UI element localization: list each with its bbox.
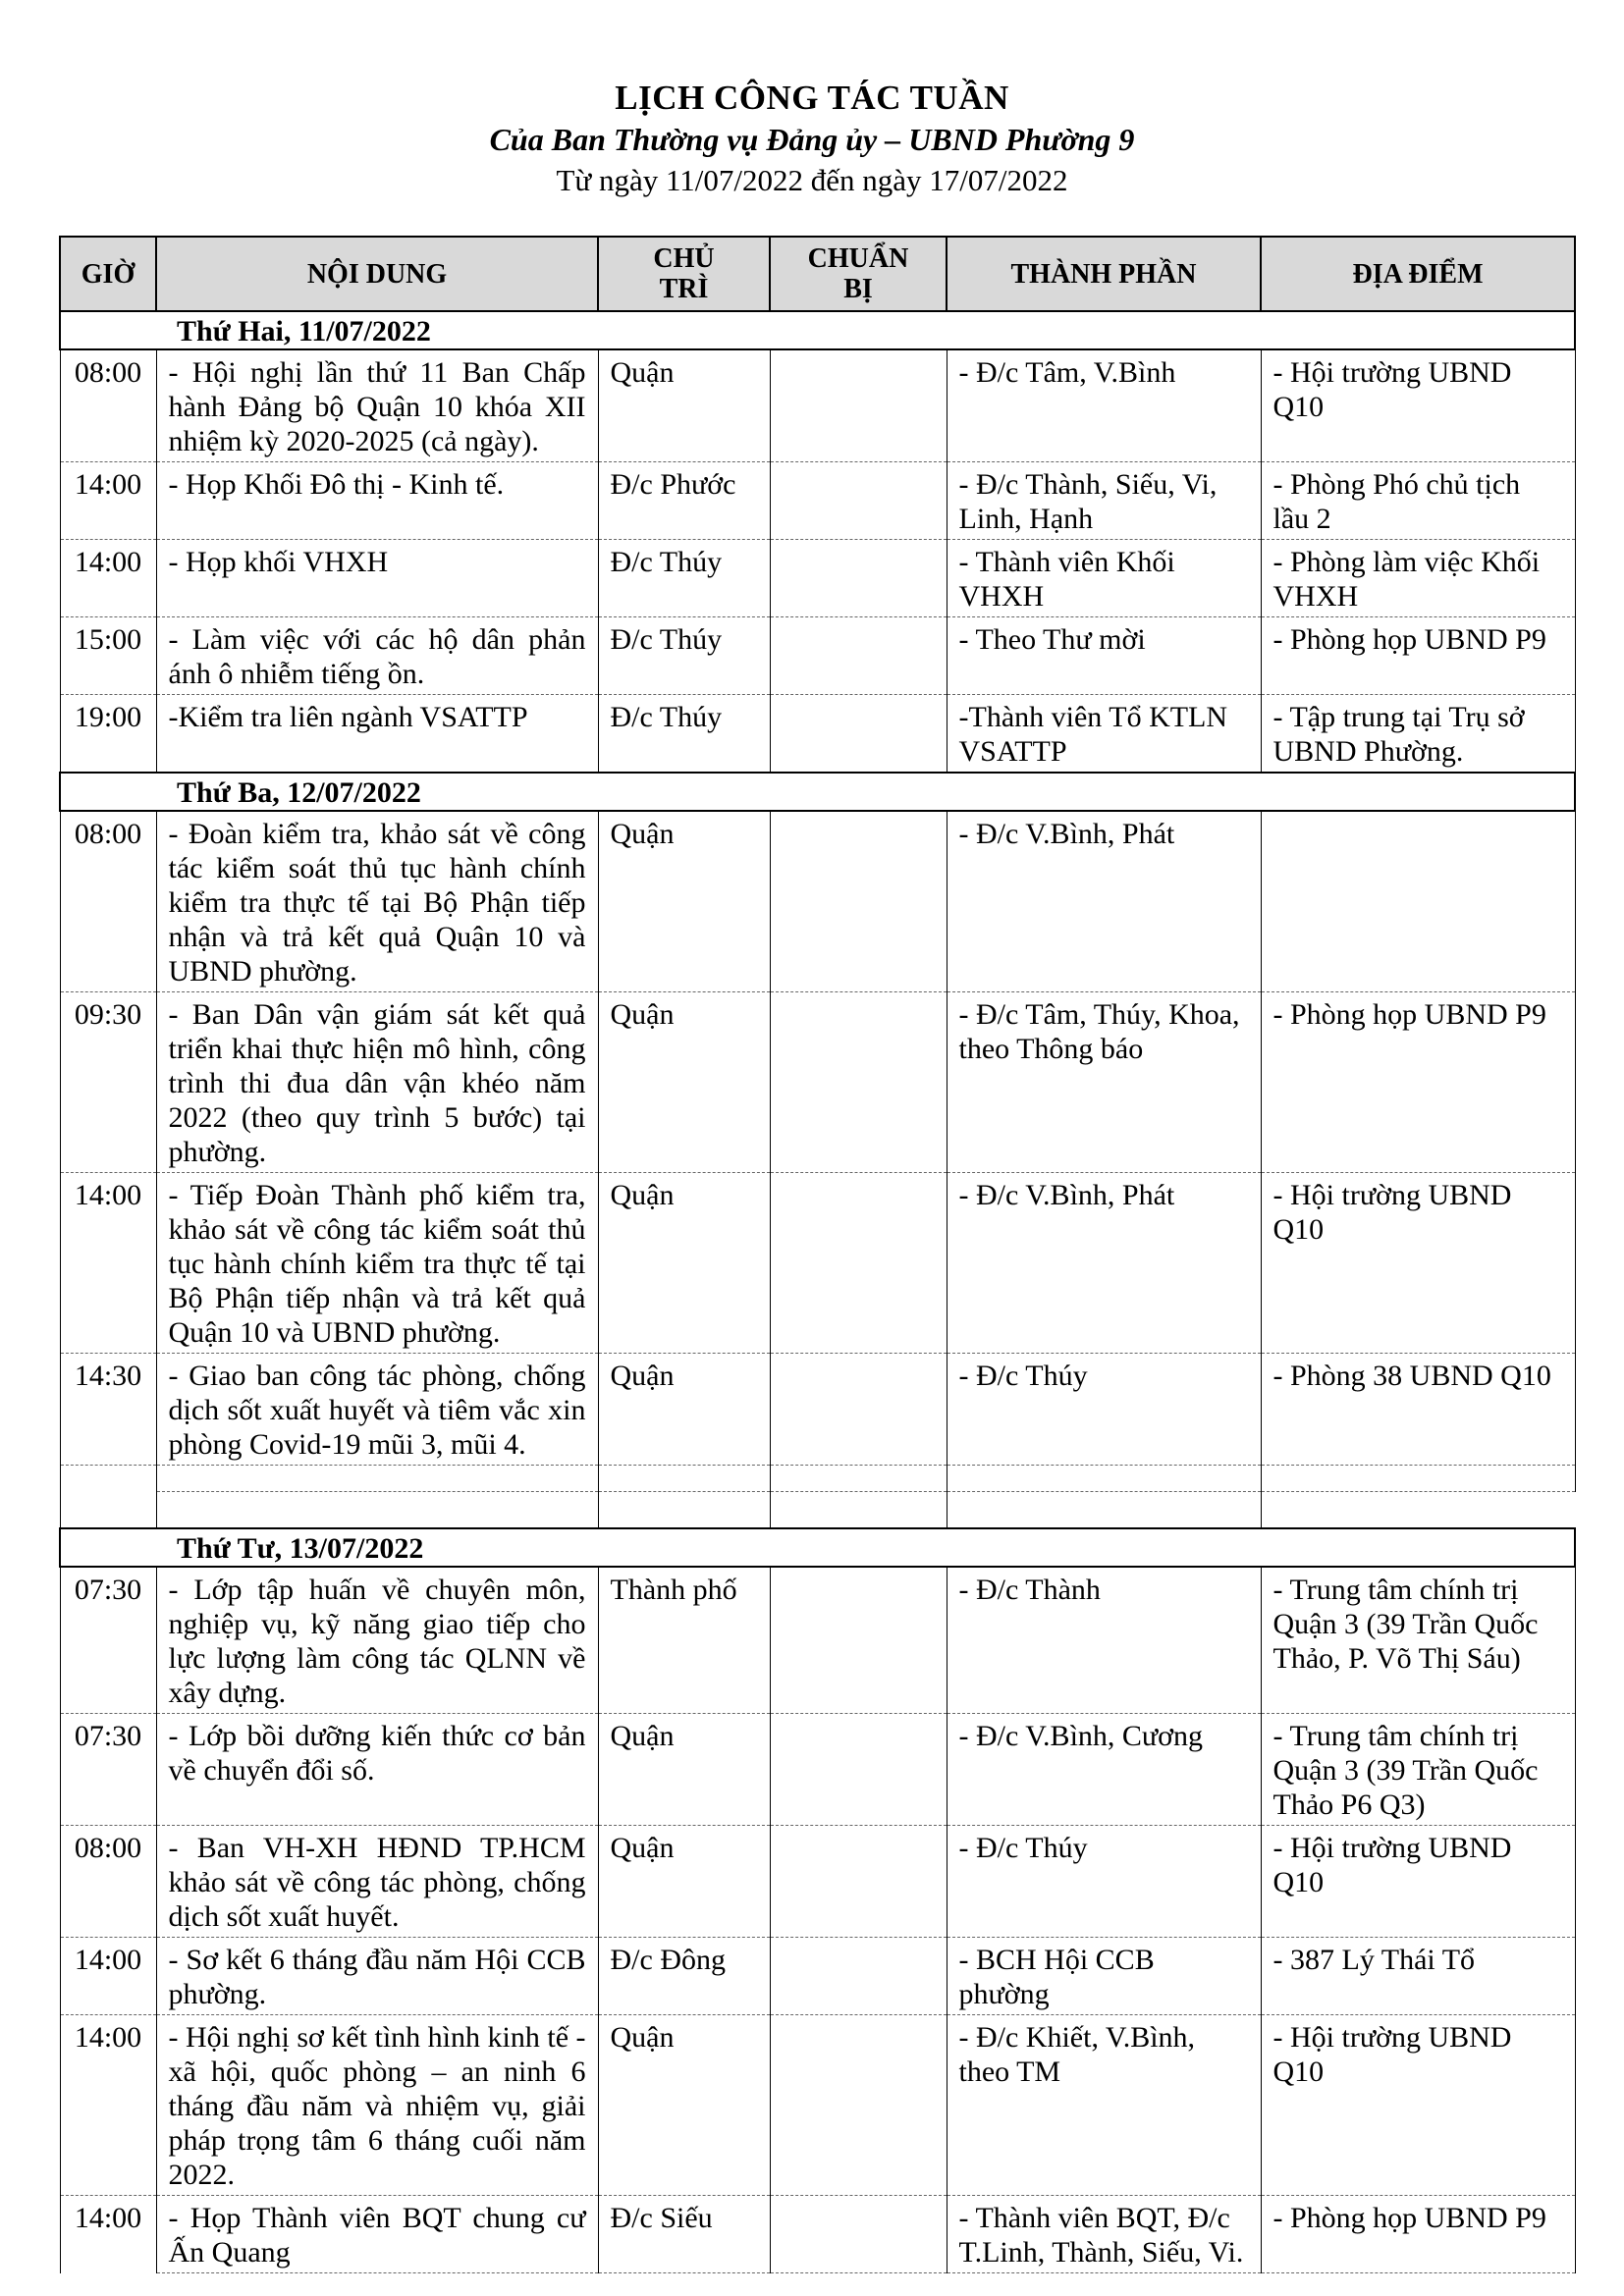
cell-time: 08:00	[60, 811, 156, 992]
day-gap	[60, 1492, 1575, 1529]
gap-cell	[770, 1492, 947, 1529]
cell-chair: Quận	[598, 1173, 770, 1354]
column-header-location: ĐỊA ĐIỂM	[1261, 237, 1575, 311]
spacer-cell	[770, 1466, 947, 1492]
cell-participants: - Đ/c Thúy	[947, 1826, 1261, 1938]
cell-preparation	[770, 2196, 947, 2273]
cell-participants: - Đ/c Khiết, V.Bình, theo TM	[947, 2015, 1261, 2196]
table-row	[60, 1714, 1575, 1826]
cell-content: - Lớp tập huấn về chuyên môn, nghiệp vụ, kỹ năng giao tiếp cho lực lượng làm công tác QLNN về xây dựng.	[156, 1567, 598, 1714]
cell-preparation	[770, 349, 947, 462]
cell-time: 14:00	[60, 2015, 156, 2196]
cell-participants: - Đ/c Tâm, Thúy, Khoa, theo Thông báo	[947, 992, 1261, 1173]
cell-location: - Trung tâm chính trị Quận 3 (39 Trần Quốc Thảo, P. Võ Thị Sáu)	[1261, 1567, 1575, 1714]
cell-content: - Tiếp Đoàn Thành phố kiểm tra, khảo sát về công tác kiểm soát thủ tục hành chính kiểm tra thực tế tại Bộ Phận tiếp nhận và trả kết quả Quận 10 và UBND phường.	[156, 1173, 598, 1354]
table-row	[60, 695, 1575, 774]
column-header-preparation: CHUẨN BỊ	[770, 237, 947, 311]
gap-cell	[60, 1492, 156, 1529]
cell-participants: - Thành viên BQT, Đ/c T.Linh, Thành, Siếu, Vi.	[947, 2196, 1261, 2273]
spacer-cell	[60, 1466, 156, 1492]
date-range: Từ ngày 11/07/2022 đến ngày 17/07/2022	[556, 163, 1068, 197]
table-row	[60, 2196, 1575, 2273]
table-row	[60, 349, 1575, 462]
cell-participants: - Đ/c V.Bình, Cương	[947, 1714, 1261, 1826]
cell-location: - Hội trường UBND Q10	[1261, 1173, 1575, 1354]
cell-location: - Phòng 38 UBND Q10	[1261, 1354, 1575, 1466]
cell-participants: - Đ/c Thành	[947, 1567, 1261, 1714]
cell-chair: Quận	[598, 992, 770, 1173]
cell-time: 08:00	[60, 349, 156, 462]
cell-time: 15:00	[60, 617, 156, 695]
table-row	[60, 1354, 1575, 1466]
cell-location: - Trung tâm chính trị Quận 3 (39 Trần Quốc Thảo P6 Q3)	[1261, 1714, 1575, 1826]
cell-content: - Hội nghị sơ kết tình hình kinh tế - xã hội, quốc phòng – an ninh 6 tháng đầu năm và nhiệm vụ, giải pháp trọng tâm 6 tháng cuối năm 2022.	[156, 2015, 598, 2196]
cell-preparation	[770, 1714, 947, 1826]
cell-chair: Quận	[598, 1354, 770, 1466]
table-row	[60, 1826, 1575, 1938]
cell-content: - Họp Thành viên BQT chung cư Ấn Quang	[156, 2196, 598, 2273]
cell-location: - Tập trung tại Trụ sở UBND Phường.	[1261, 695, 1575, 774]
cell-preparation	[770, 540, 947, 617]
cell-content: - Đoàn kiểm tra, khảo sát về công tác kiểm soát thủ tục hành chính kiểm tra thực tế tại Bộ Phận tiếp nhận và trả kết quả Quận 10 và UBND phường.	[156, 811, 598, 992]
spacer-cell	[1261, 1466, 1575, 1492]
table-row	[60, 811, 1575, 992]
cell-chair: Quận	[598, 1714, 770, 1826]
cell-time: 14:00	[60, 2196, 156, 2273]
cell-participants: - Đ/c Thúy	[947, 1354, 1261, 1466]
spacer-row	[60, 1466, 1575, 1492]
day-row	[60, 1528, 1575, 1567]
column-header-participants: THÀNH PHẦN	[947, 237, 1261, 311]
schedule-body	[60, 311, 1575, 2273]
table-row	[60, 992, 1575, 1173]
cell-participants: - Theo Thư mời	[947, 617, 1261, 695]
table-row	[60, 462, 1575, 540]
cell-chair: Thành phố	[598, 1567, 770, 1714]
cell-chair: Đ/c Siếu	[598, 2196, 770, 2273]
day-row	[60, 773, 1575, 811]
cell-preparation	[770, 695, 947, 774]
cell-content: - Hội nghị lần thứ 11 Ban Chấp hành Đảng bộ Quận 10 khóa XII nhiệm kỳ 2020-2025 (cả ngày).	[156, 349, 598, 462]
schedule-table	[59, 236, 1576, 2273]
cell-chair: Đ/c Thúy	[598, 617, 770, 695]
cell-content: - Sơ kết 6 tháng đầu năm Hội CCB phường.	[156, 1938, 598, 2015]
cell-location: - Phòng làm việc Khối VHXH	[1261, 540, 1575, 617]
cell-participants: - Đ/c Tâm, V.Bình	[947, 349, 1261, 462]
cell-preparation	[770, 1938, 947, 2015]
cell-location: - Phòng họp UBND P9	[1261, 617, 1575, 695]
cell-content: -Kiểm tra liên ngành VSATTP	[156, 695, 598, 774]
column-header-content: NỘI DUNG	[156, 237, 598, 311]
cell-location: - Hội trường UBND Q10	[1261, 2015, 1575, 2196]
cell-participants: -Thành viên Tổ KTLN VSATTP	[947, 695, 1261, 774]
cell-time: 08:00	[60, 1826, 156, 1938]
cell-participants: - Đ/c V.Bình, Phát	[947, 1173, 1261, 1354]
document-subtitle: Của Ban Thường vụ Đảng ủy – UBND Phường 9	[489, 122, 1135, 157]
table-header-row	[60, 237, 1575, 311]
cell-preparation	[770, 462, 947, 540]
cell-content: - Làm việc với các hộ dân phản ánh ô nhiễm tiếng ồn.	[156, 617, 598, 695]
column-header-time: GIỜ	[60, 237, 156, 311]
cell-content: - Lớp bồi dưỡng kiến thức cơ bản về chuyển đổi số.	[156, 1714, 598, 1826]
cell-content: - Giao ban công tác phòng, chống dịch sốt xuất huyết và tiêm vắc xin phòng Covid-19 mũi 3, mũi 4.	[156, 1354, 598, 1466]
day-row	[60, 311, 1575, 349]
table-row	[60, 1567, 1575, 1714]
cell-chair: Quận	[598, 2015, 770, 2196]
cell-preparation	[770, 1567, 947, 1714]
cell-preparation	[770, 1826, 947, 1938]
cell-time: 14:00	[60, 462, 156, 540]
table-row	[60, 1938, 1575, 2015]
spacer-cell	[598, 1466, 770, 1492]
gap-cell	[156, 1492, 598, 1529]
table-row	[60, 617, 1575, 695]
cell-time: 07:30	[60, 1714, 156, 1826]
cell-preparation	[770, 811, 947, 992]
cell-participants: - BCH Hội CCB phường	[947, 1938, 1261, 2015]
cell-chair: Quận	[598, 349, 770, 462]
cell-participants: - Đ/c V.Bình, Phát	[947, 811, 1261, 992]
cell-chair: Quận	[598, 811, 770, 992]
cell-time: 14:00	[60, 1173, 156, 1354]
spacer-cell	[156, 1466, 598, 1492]
cell-content: - Ban Dân vận giám sát kết quả triển khai thực hiện mô hình, công trình thi đua dân vận khéo năm 2022 (theo quy trình 5 bước) tại phường.	[156, 992, 598, 1173]
cell-participants: - Thành viên Khối VHXH	[947, 540, 1261, 617]
cell-location: - Hội trường UBND Q10	[1261, 349, 1575, 462]
cell-time: 14:30	[60, 1354, 156, 1466]
document-title: LỊCH CÔNG TÁC TUẦN	[615, 79, 1009, 117]
cell-preparation	[770, 617, 947, 695]
cell-chair: Đ/c Phước	[598, 462, 770, 540]
cell-content: - Họp Khối Đô thị - Kinh tế.	[156, 462, 598, 540]
day-label: Thứ Tư, 13/07/2022	[60, 1528, 1575, 1567]
table-row	[60, 1173, 1575, 1354]
table-row	[60, 540, 1575, 617]
gap-cell	[598, 1492, 770, 1529]
spacer-cell	[947, 1466, 1261, 1492]
cell-time: 19:00	[60, 695, 156, 774]
column-header-chair: CHỦ TRÌ	[598, 237, 770, 311]
cell-time: 07:30	[60, 1567, 156, 1714]
cell-location: - Phòng họp UBND P9	[1261, 992, 1575, 1173]
cell-time: 14:00	[60, 540, 156, 617]
cell-preparation	[770, 992, 947, 1173]
cell-participants: - Đ/c Thành, Siếu, Vi, Linh, Hạnh	[947, 462, 1261, 540]
gap-cell	[1261, 1492, 1575, 1529]
cell-preparation	[770, 1354, 947, 1466]
cell-chair: Đ/c Thúy	[598, 695, 770, 774]
cell-time: 09:30	[60, 992, 156, 1173]
cell-chair: Quận	[598, 1826, 770, 1938]
cell-preparation	[770, 1173, 947, 1354]
cell-content: - Họp khối VHXH	[156, 540, 598, 617]
table-row	[60, 2015, 1575, 2196]
cell-preparation	[770, 2015, 947, 2196]
cell-location: - 387 Lý Thái Tổ	[1261, 1938, 1575, 2015]
cell-chair: Đ/c Thúy	[598, 540, 770, 617]
cell-location: - Phòng họp UBND P9	[1261, 2196, 1575, 2273]
cell-content: - Ban VH-XH HĐND TP.HCM khảo sát về công tác phòng, chống dịch sốt xuất huyết.	[156, 1826, 598, 1938]
day-label: Thứ Ba, 12/07/2022	[60, 773, 1575, 811]
day-label: Thứ Hai, 11/07/2022	[60, 311, 1575, 349]
cell-time: 14:00	[60, 1938, 156, 2015]
cell-chair: Đ/c Đông	[598, 1938, 770, 2015]
cell-location: - Phòng Phó chủ tịch lầu 2	[1261, 462, 1575, 540]
gap-cell	[947, 1492, 1261, 1529]
cell-location	[1261, 811, 1575, 992]
cell-location: - Hội trường UBND Q10	[1261, 1826, 1575, 1938]
